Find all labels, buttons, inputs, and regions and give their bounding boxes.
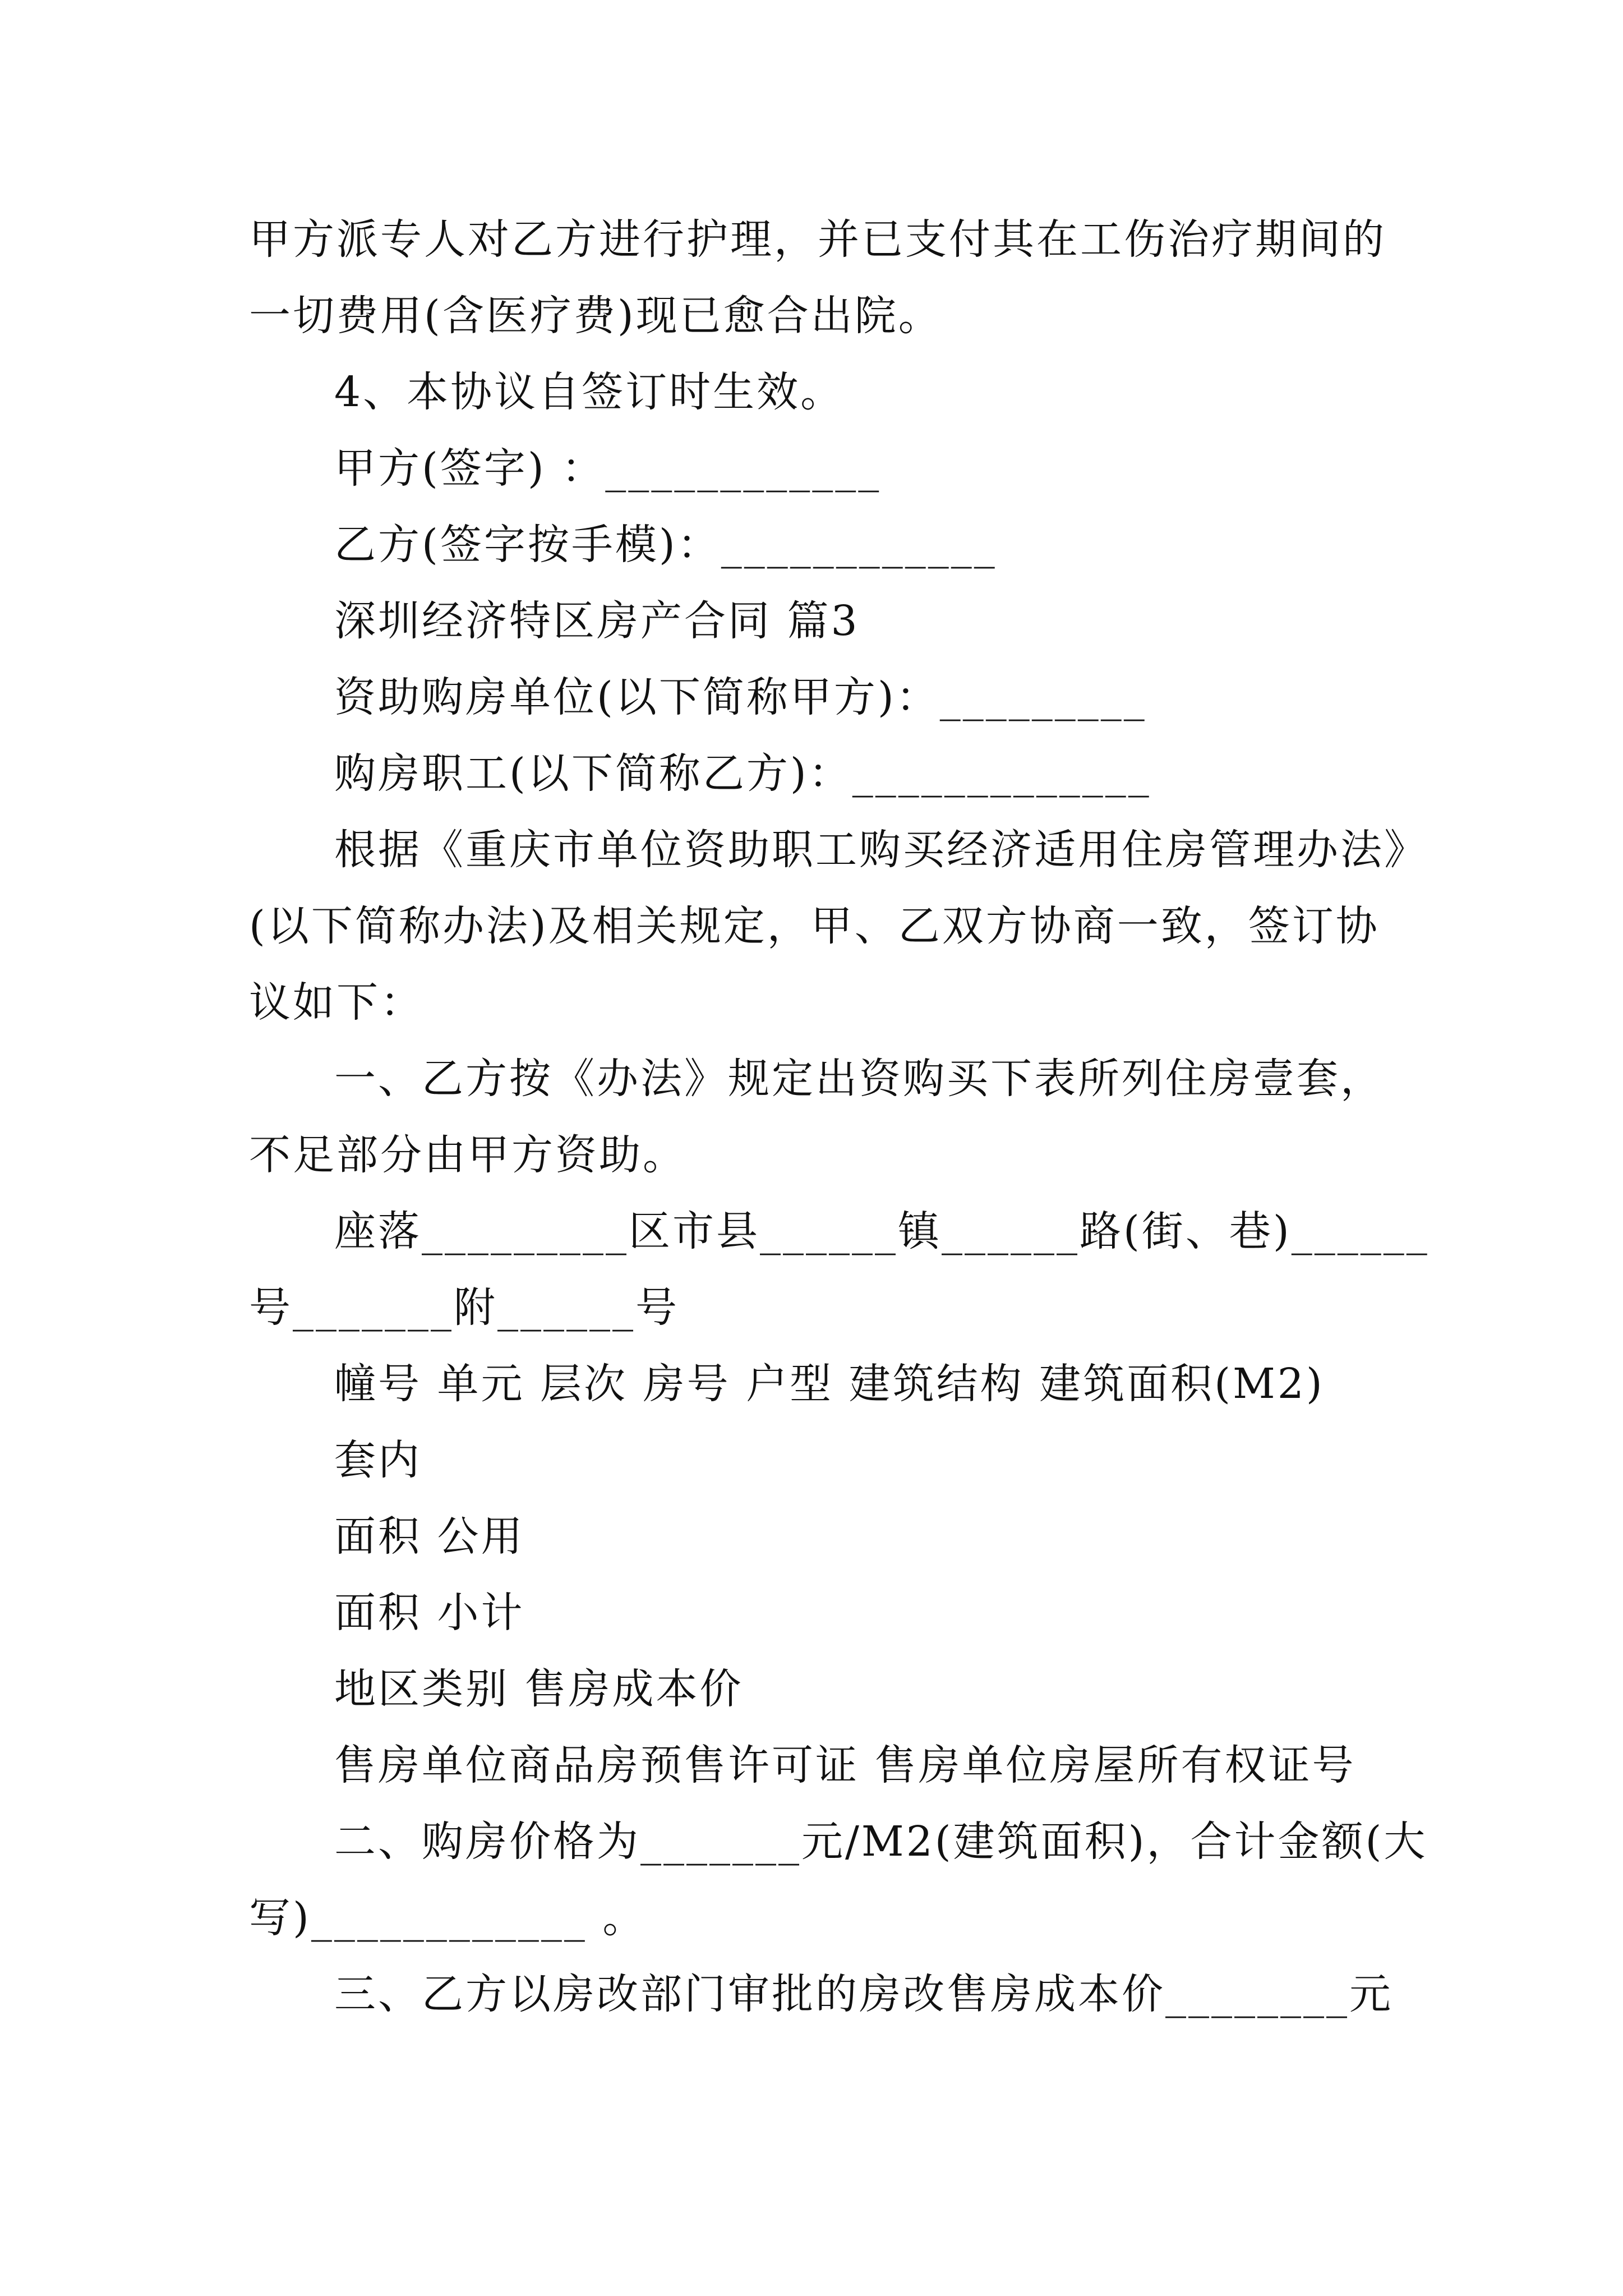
party-b-signature-line: 乙方(签字按手模)：____________	[334, 521, 997, 569]
paragraph-line: 根据《重庆市单位资助职工购买经济适用住房管理办法》	[334, 826, 1428, 874]
table-header-line: 幢号 单元 层次 房号 户型 建筑结构 建筑面积(M2)	[334, 1360, 1325, 1408]
clause-2: 二、购房价格为_______元/M2(建筑面积)，合计金额(大	[334, 1818, 1428, 1866]
section-heading: 深圳经济特区房产合同 篇3	[334, 597, 860, 645]
paragraph-line: 甲方派专人对乙方进行护理，并已支付其在工伤治疗期间的	[249, 215, 1386, 264]
table-header-line: 售房单位商品房预售许可证 售房单位房屋所有权证号	[334, 1741, 1356, 1789]
paragraph-line: (以下简称办法)及相关规定，甲、乙双方协商一致，签订协	[249, 902, 1380, 950]
paragraph-line: 不足部分由甲方资助。	[249, 1131, 686, 1179]
paragraph-line: 议如下：	[249, 978, 424, 1027]
paragraph-line: 一切费用(含医疗费)现已愈合出院。	[249, 292, 942, 340]
party-a-field: 资助购房单位(以下简称甲方)：_________	[334, 673, 1147, 721]
clause-3: 三、乙方以房改部门审批的房改售房成本价________元	[334, 1970, 1393, 2018]
table-header-line: 面积 公用	[334, 1512, 525, 1561]
address-line: 座落_________区市县______镇______路(街、巷)______	[334, 1207, 1430, 1255]
party-a-signature-line: 甲方(签字) ：____________	[334, 444, 882, 493]
paragraph-line: 写)____________ 。	[249, 1894, 647, 1942]
clause-4: 4、本协议自签订时生效。	[334, 368, 845, 416]
address-line: 号_______附______号	[249, 1283, 679, 1332]
table-header-line: 套内	[334, 1436, 422, 1484]
table-header-line: 面积 小计	[334, 1589, 525, 1637]
clause-1: 一、乙方按《办法》规定出资购买下表所列住房壹套，	[334, 1055, 1384, 1103]
party-b-field: 购房职工(以下简称乙方)：_____________	[334, 749, 1151, 798]
table-header-line: 地区类别 售房成本价	[334, 1665, 744, 1713]
